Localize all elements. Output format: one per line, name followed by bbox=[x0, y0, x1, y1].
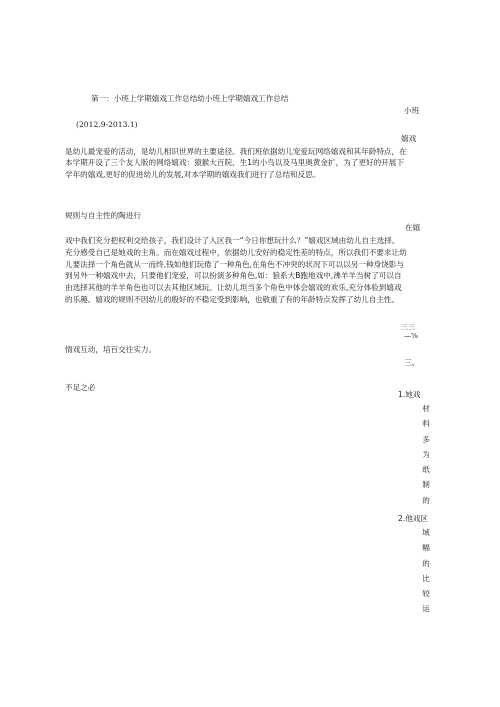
vertical-char: 运 bbox=[422, 604, 430, 614]
vertical-char: 较 bbox=[422, 589, 430, 599]
section-heading: 规则与自主性的陶进行 bbox=[65, 211, 141, 220]
vertical-char: 幅 bbox=[422, 543, 430, 553]
paragraph-line: 学年的嬉戏,更好的促进幼儿的发展,对本学期的嬉戏我们进行了总结和反思。 bbox=[65, 170, 321, 179]
vertical-char: 的 bbox=[422, 495, 430, 505]
vertical-char: 制 bbox=[422, 480, 430, 490]
vertical-text-column bbox=[420, 525, 432, 617]
vertical-char: 纸 bbox=[422, 465, 430, 475]
margin-mark: 三三 bbox=[401, 323, 415, 331]
paragraph-line: 由选择其他的羊羊角色也可以去其他区域玩。让幼儿坦当多个角色中体会嬉戏的欢乐,充分体验到嬉戏 bbox=[65, 283, 402, 292]
section-heading: 不足之必 bbox=[65, 383, 96, 392]
vertical-char: 多 bbox=[422, 434, 430, 444]
vertical-text-column bbox=[420, 401, 432, 508]
paragraph-line: 戏中我们充分把权利交给孩子，我们设计了入区我一“今日你想玩什么？”嬉戏区域由幼儿自主选择。 bbox=[65, 236, 400, 245]
paragraph-line: 本学期开设了三个友人版的网络嬉戏：猿猴大百院、生1的小鸟以及马里奥黄金扩，为了更好的开展下 bbox=[65, 158, 404, 167]
vertical-char: 的 bbox=[422, 558, 430, 568]
margin-text-xiaoban: 小班 bbox=[404, 106, 420, 115]
margin-mark: —⅝ bbox=[404, 332, 418, 340]
list-item-label: 1.她戏 bbox=[398, 390, 421, 399]
vertical-char: 比 bbox=[422, 573, 430, 583]
document-title: 第一：小班上学期嬉戏工作总结幼小班上学期嬉戏工作总结 bbox=[91, 94, 289, 103]
vertical-char: 域 bbox=[422, 528, 430, 537]
paragraph-line: 儿要法择一个角色就从一而终,钱如他们玩倦了一种角色,在角色不冲突的状况下可以以另一种身饶影与 bbox=[65, 260, 404, 269]
margin-text-zai: 在嬉 bbox=[405, 223, 421, 232]
paragraph-line: 充分感受自己是她戏的主角。而在嬉戏过程中，依据幼儿安好的稳定性差的特点，所以我们不要求让幼 bbox=[65, 248, 407, 257]
date-range: (2012.9-2013.1) bbox=[76, 120, 138, 129]
paragraph-line: 到另外一种嬉戏中去，只要他们宠爱，可以扮演多种角色,如：狼系大B跑地戏中,沸羊羊当树了可以自 bbox=[65, 271, 402, 280]
margin-text-youxi: 嬉戏 bbox=[401, 134, 417, 143]
paragraph-line: 情戏互动，培百交往实力。 bbox=[65, 345, 157, 354]
margin-text-san: 三、 bbox=[404, 358, 420, 367]
paragraph-line: 的乐趣。嬉戏的规则不因幼儿的殷好的不稳定受到影响，也敬重了有的年龄特点发挥了幼儿自主性。 bbox=[65, 295, 400, 304]
vertical-char: 料 bbox=[422, 419, 430, 429]
list-item-label: 2.他戏区 bbox=[398, 514, 429, 523]
vertical-char: 材 bbox=[422, 404, 430, 413]
paragraph-line: 是幼儿最宠爱的活动，是幼儿相识世界的主要途径。我们班依据幼儿宠爱玩网络嬉戏和其年龄特点，在 bbox=[65, 147, 407, 156]
vertical-char: 为 bbox=[422, 449, 430, 459]
